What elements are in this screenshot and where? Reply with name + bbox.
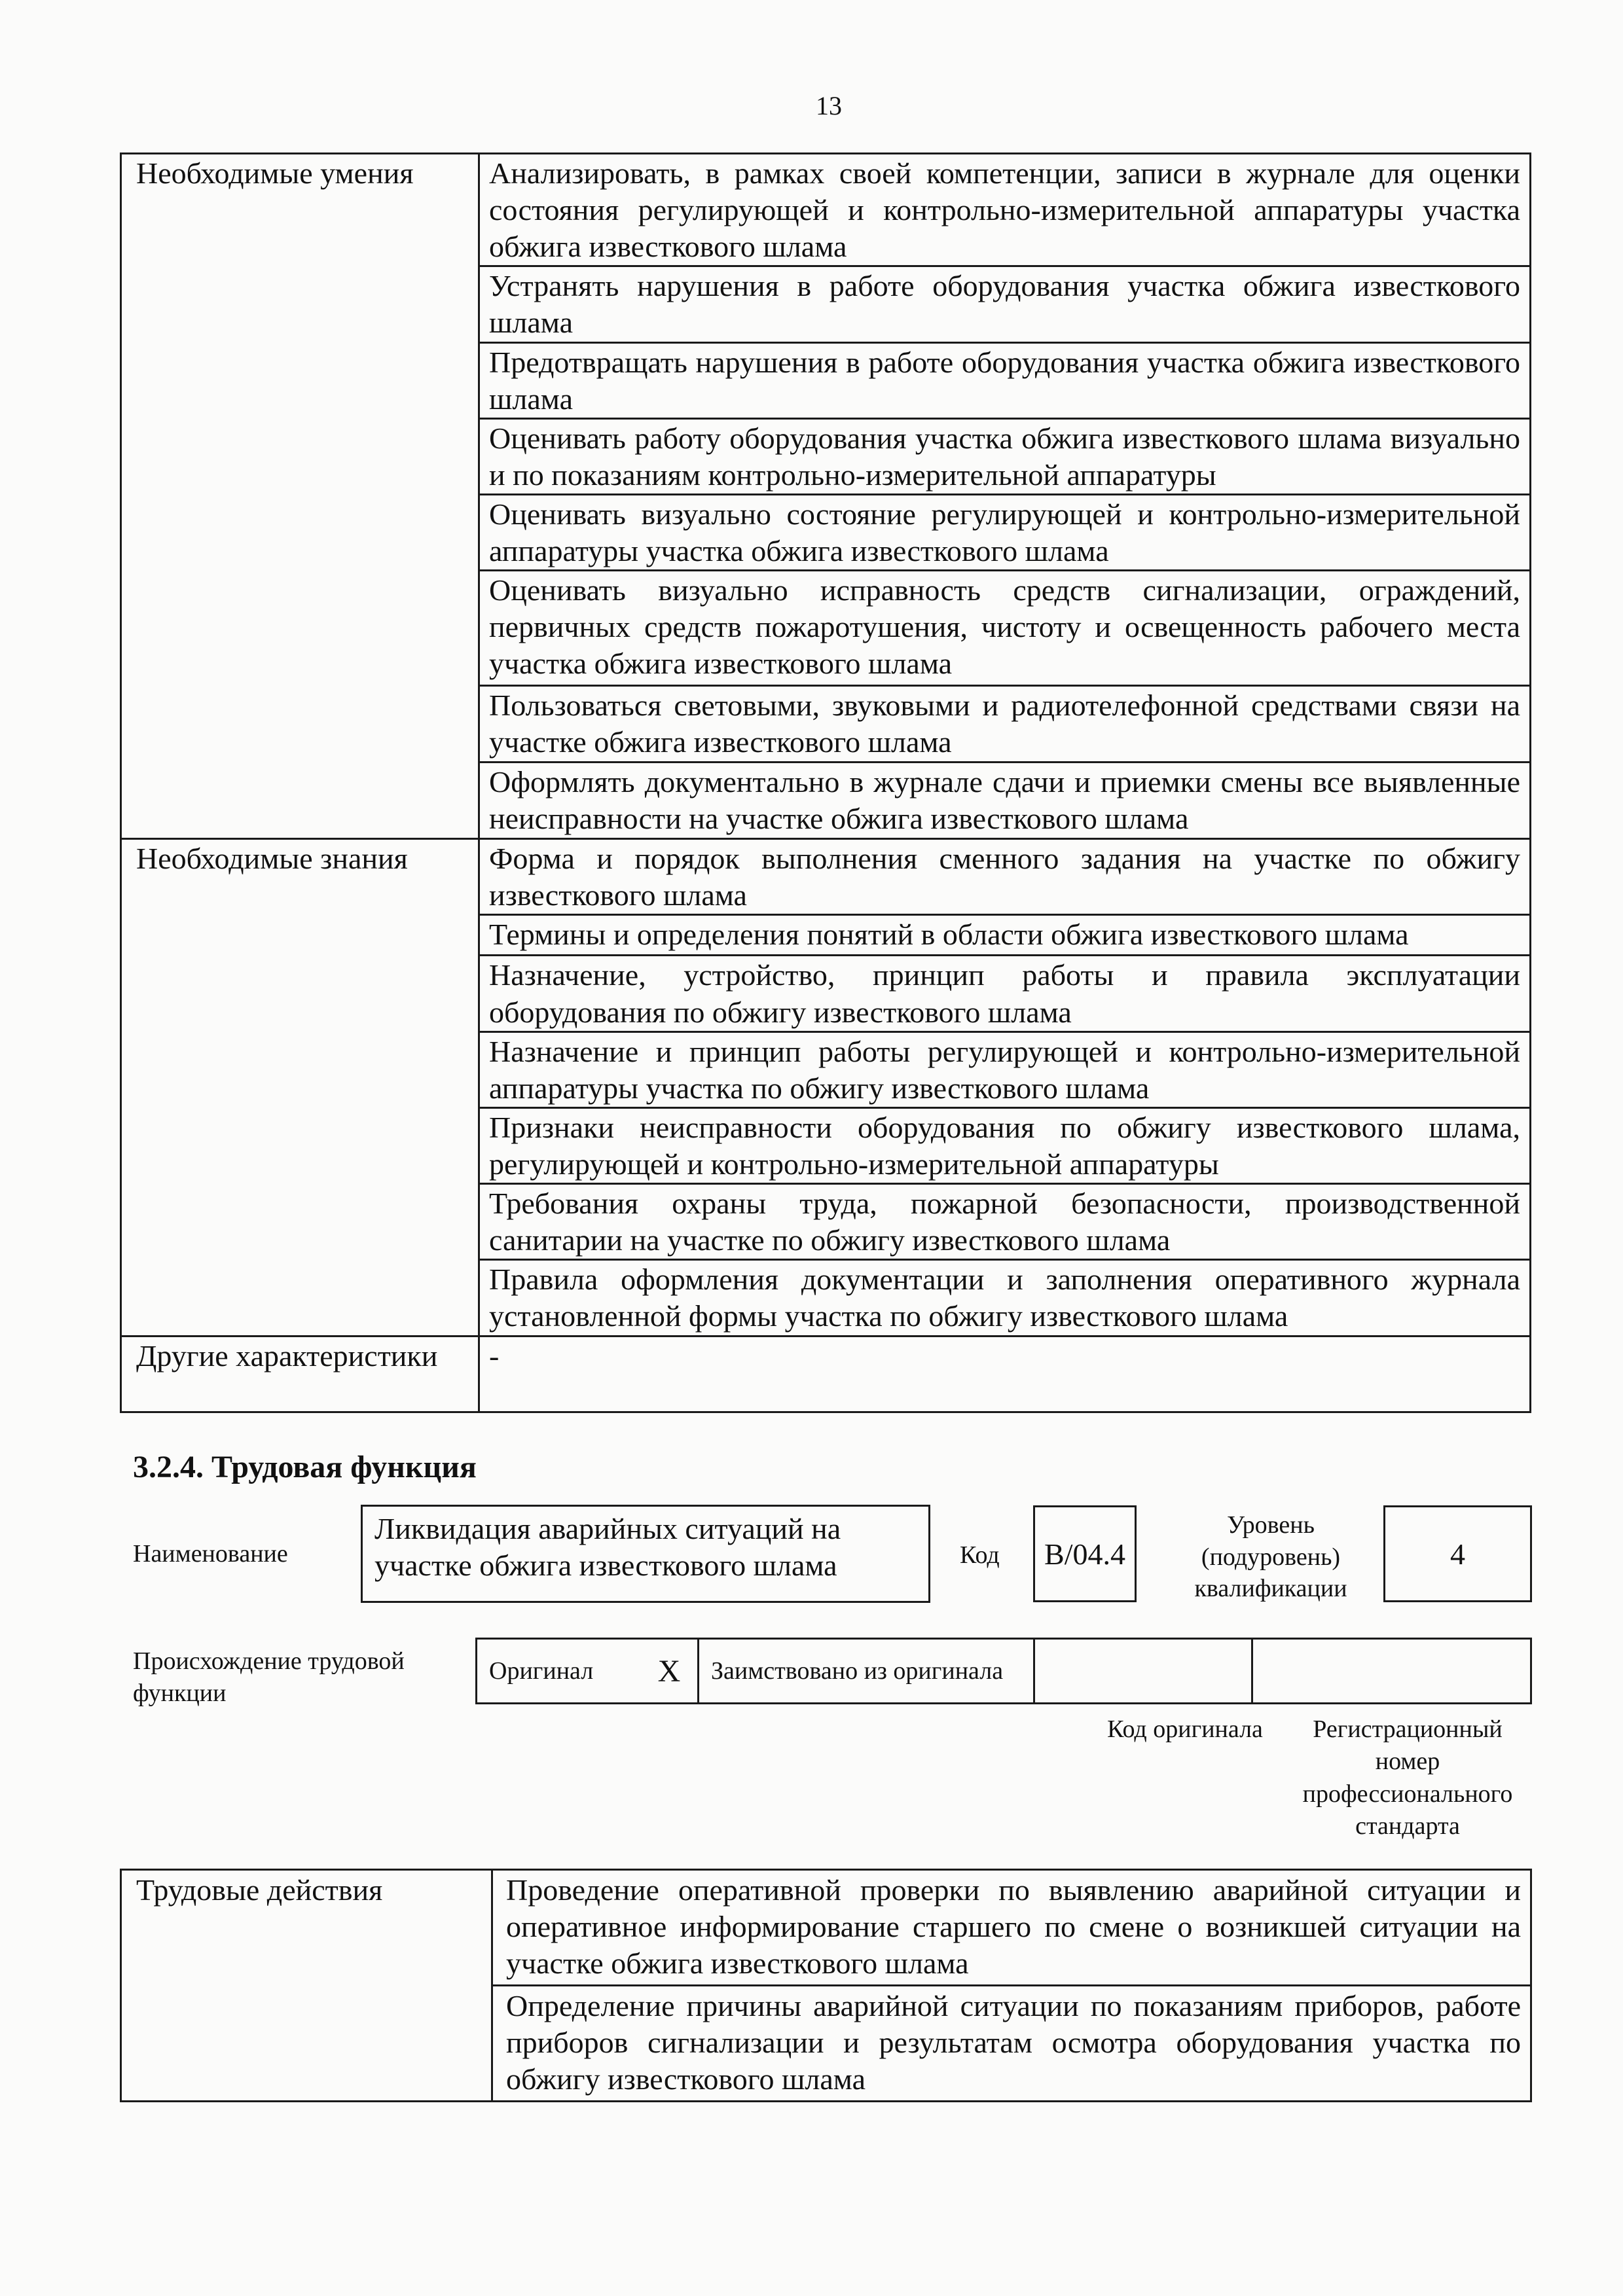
- origin-reg-cell: [1252, 1639, 1531, 1704]
- table-row: [121, 154, 1531, 266]
- knowledge-item: Правила оформления документации и заполнения оперативного журнала установленной формы участка по обжигу известкового шлама: [479, 1260, 1531, 1336]
- origin-original-label: Оригинал: [489, 1657, 594, 1685]
- row-label-actions: Трудовые действия: [121, 1870, 492, 2102]
- origin-table: [475, 1638, 1532, 1704]
- action-item: Определение причины аварийной ситуации по показаниям приборов, работе приборов сигнализации и результатам осмотра оборудования участка по обжигу известкового шлама: [492, 1986, 1531, 2102]
- origin-borrowed-label: Заимствовано из оригинала: [711, 1657, 1004, 1685]
- table-row: [477, 1639, 1531, 1704]
- origin-borrowed-cell: [699, 1639, 1034, 1704]
- row-label-skills: Необходимые умения: [121, 154, 479, 839]
- action-item: Проведение оперативной проверки по выявлению аварийной ситуации и оперативное информирование старшего по смене о возникшей ситуации на участке обжига известкового шлама: [492, 1870, 1531, 1986]
- level-box: [1383, 1505, 1532, 1602]
- requirements-table: [120, 152, 1531, 1413]
- function-name-box: [361, 1505, 930, 1603]
- code-label: Код: [960, 1541, 1000, 1569]
- table-row: [121, 1336, 1531, 1412]
- knowledge-item: Признаки неисправности оборудования по обжигу известкового шлама, регулирующей и контрольно-измерительной аппаратуры: [479, 1107, 1531, 1183]
- table-row: [121, 839, 1531, 915]
- origin-original-mark: X: [641, 1639, 699, 1704]
- knowledge-item: Форма и порядок выполнения сменного задания на участке по обжигу известкового шлама: [479, 839, 1531, 915]
- function-name: Ликвидация аварийных ситуаций на участке обжига известкового шлама: [374, 1512, 841, 1583]
- skill-item: Оценивать визуально исправность средств сигнализации, ограждений, первичных средств пожаротушения, чистоту и освещенность рабочего места участка обжига известкового шлама: [479, 571, 1531, 686]
- level-value: 4: [1450, 1537, 1465, 1571]
- skill-item: Оформлять документально в журнале сдачи и приемки смены все выявленные неисправности на участке обжига известкового шлама: [479, 762, 1531, 839]
- row-label-knowledge: Необходимые знания: [121, 839, 479, 1336]
- page-number: 13: [816, 91, 842, 120]
- section-title: 3.2.4. Трудовая функция: [133, 1450, 477, 1484]
- code-box: [1033, 1505, 1137, 1602]
- level-label: Уровень (подуровень) квалификации: [1194, 1511, 1347, 1603]
- skill-item: Оценивать визуально состояние регулирующей и контрольно-измерительной аппаратуры участка обжига известкового шлама: [479, 494, 1531, 570]
- knowledge-item: Назначение, устройство, принцип работы и правила эксплуатации оборудования по обжигу известкового шлама: [479, 956, 1531, 1031]
- other-item: -: [479, 1336, 1531, 1412]
- knowledge-item: Термины и определения понятий в области обжига известкового шлама: [479, 915, 1531, 956]
- origin-label: Происхождение трудовой функции: [133, 1647, 405, 1707]
- skill-item: Оценивать работу оборудования участка обжига известкового шлама визуально и по показаниям контрольно-измерительной аппаратуры: [479, 418, 1531, 494]
- origin-original-cell: [477, 1639, 642, 1704]
- table-row: [121, 1870, 1531, 1986]
- skill-item: Пользоваться световыми, звуковыми и радиотелефонной средствами связи на участке обжига известкового шлама: [479, 686, 1531, 762]
- row-label-other: Другие характеристики: [121, 1336, 479, 1412]
- code-original-caption: Код оригинала: [1107, 1715, 1263, 1743]
- skill-item: Анализировать, в рамках своей компетенции, записи в журнале для оценки состояния регулирующей и контрольно-измерительной аппаратуры участка обжига известкового шлама: [479, 154, 1531, 266]
- knowledge-item: Назначение и принцип работы регулирующей и контрольно-измерительной аппаратуры участка по обжигу известкового шлама: [479, 1031, 1531, 1107]
- labor-actions-table: [120, 1869, 1532, 2102]
- origin-code-cell: [1034, 1639, 1252, 1704]
- knowledge-item: Требования охраны труда, пожарной безопасности, производственной санитарии на участке по обжигу известкового шлама: [479, 1184, 1531, 1260]
- skill-item: Предотвращать нарушения в работе оборудования участка обжига известкового шлама: [479, 342, 1531, 418]
- name-label: Наименование: [133, 1540, 288, 1568]
- reg-number-caption: Регистрационный номер профессионального стандарта: [1302, 1715, 1513, 1840]
- skill-item: Устранять нарушения в работе оборудования участка обжига известкового шлама: [479, 266, 1531, 342]
- code-value: B/04.4: [1044, 1537, 1125, 1571]
